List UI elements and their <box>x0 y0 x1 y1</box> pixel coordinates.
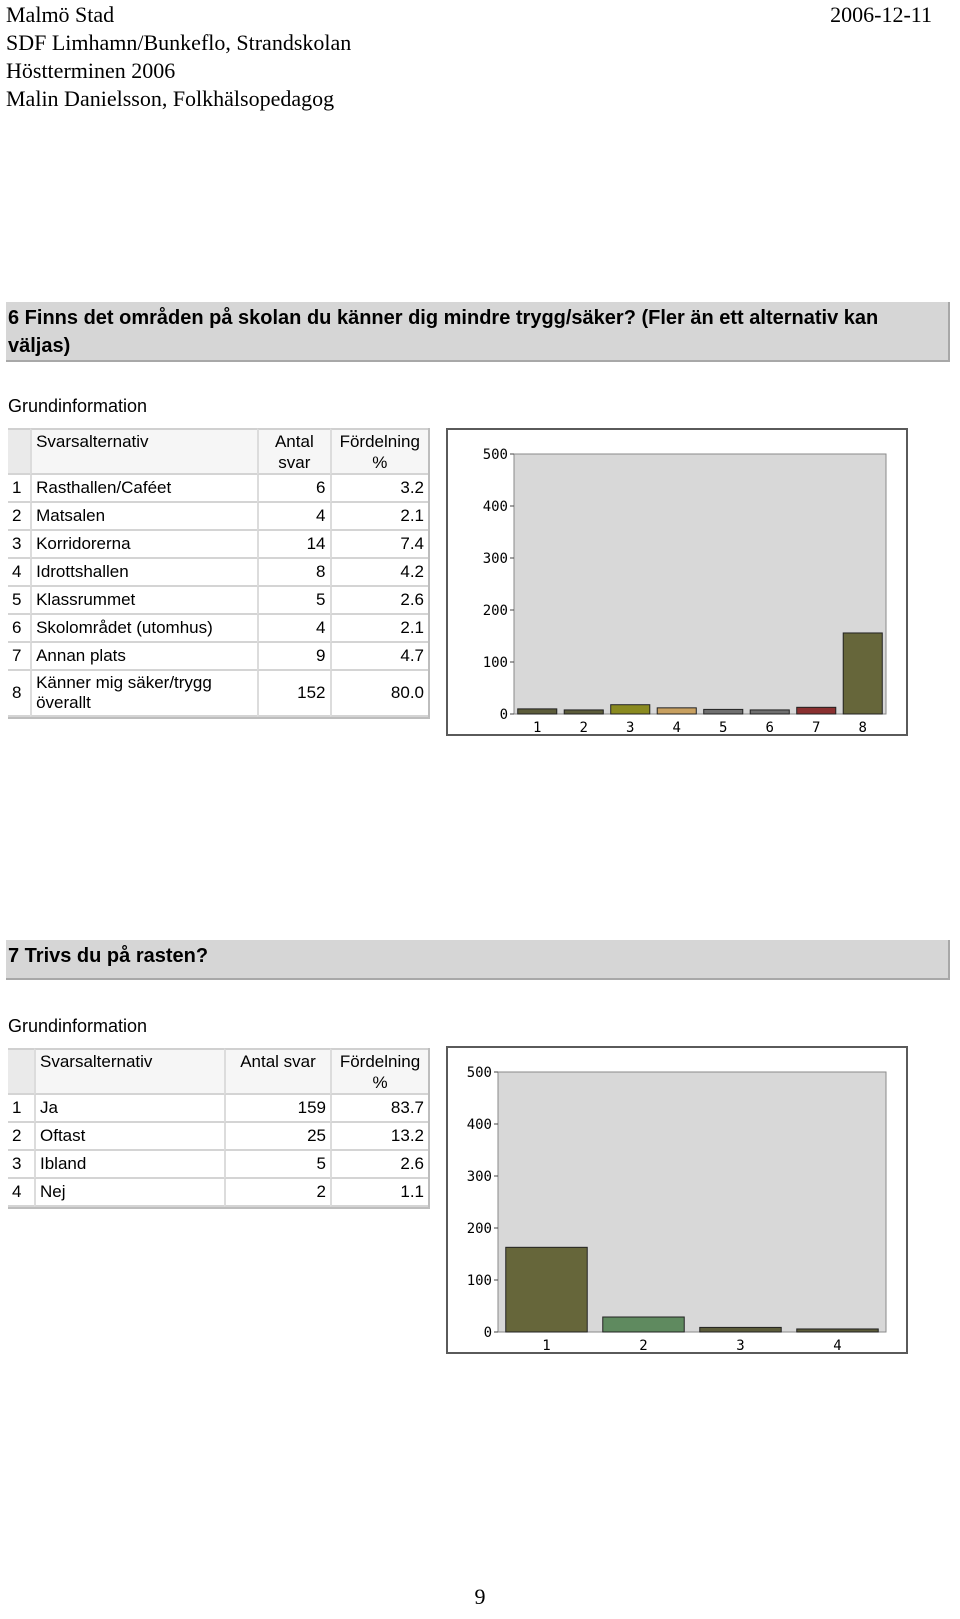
question-7-title: 7 Trivs du på rasten? <box>6 940 950 980</box>
table-row: 2 Matsalen 4 2.1 <box>8 503 428 531</box>
page-number: 9 <box>474 1584 486 1609</box>
y-tick-label: 300 <box>482 551 508 567</box>
bar-chart-q7 <box>446 1046 908 1354</box>
y-tick-label: 100 <box>466 1273 492 1289</box>
table-row: 4 Idrottshallen 8 4.2 <box>8 559 428 587</box>
header-author: Malin Danielsson, Folkhälsopedagog <box>6 86 335 111</box>
bar-chart-q6-svg <box>448 430 906 734</box>
bar <box>611 705 650 714</box>
header-date: 2006-12-11 <box>830 2 932 27</box>
results-table-q6 <box>8 428 430 719</box>
section-label-q7: Grundinformation <box>8 1016 148 1036</box>
x-tick-label: 6 <box>765 720 774 734</box>
bar <box>704 709 743 714</box>
bar <box>506 1247 587 1332</box>
table-header-row <box>8 1048 428 1095</box>
bar <box>518 709 557 714</box>
column-header-option: Svarsalternativ <box>30 428 257 475</box>
column-header-pct: Fördelning % <box>330 428 428 475</box>
index-header <box>8 1048 34 1095</box>
x-tick-label: 1 <box>533 720 542 734</box>
bar <box>750 710 789 714</box>
bar <box>603 1317 684 1332</box>
table-row: 1 Ja 159 83.7 <box>8 1095 428 1123</box>
table-row: 5 Klassrummet 5 2.6 <box>8 587 428 615</box>
table-header-row <box>8 428 428 475</box>
x-tick-label: 8 <box>858 720 867 734</box>
bar <box>797 707 836 714</box>
table-row: 4 Nej 2 1.1 <box>8 1179 428 1207</box>
bar <box>843 633 882 714</box>
x-tick-label: 1 <box>542 1338 551 1352</box>
column-header-pct: Fördelning % <box>330 1048 428 1095</box>
y-tick-label: 500 <box>482 447 508 463</box>
x-tick-label: 2 <box>579 720 588 734</box>
x-tick-label: 7 <box>812 720 821 734</box>
bar-chart-q7-svg <box>448 1048 906 1352</box>
column-header-count: Antal svar <box>257 428 329 475</box>
bar <box>700 1327 781 1332</box>
table-row: 1 Rasthallen/Caféet 6 3.2 <box>8 475 428 503</box>
y-tick-label: 0 <box>499 707 508 723</box>
bar-chart-q6 <box>446 428 908 736</box>
y-tick-label: 0 <box>483 1325 492 1341</box>
x-tick-label: 4 <box>833 1338 842 1352</box>
results-table-q7 <box>8 1048 430 1209</box>
index-header <box>8 428 30 475</box>
x-tick-label: 2 <box>639 1338 648 1352</box>
table-row: 3 Korridorerna 14 7.4 <box>8 531 428 559</box>
table-row: 3 Ibland 5 2.6 <box>8 1151 428 1179</box>
table-row: 6 Skolområdet (utomhus) 4 2.1 <box>8 615 428 643</box>
y-tick-label: 200 <box>466 1221 492 1237</box>
header-unit: SDF Limhamn/Bunkeflo, Strandskolan <box>6 30 352 55</box>
section-label-q6: Grundinformation <box>8 396 148 416</box>
table-row: 8 Känner mig säker/trygg överallt 152 80.0 <box>8 671 428 717</box>
y-tick-label: 400 <box>466 1117 492 1133</box>
x-tick-label: 3 <box>736 1338 745 1352</box>
x-tick-label: 5 <box>719 720 728 734</box>
column-header-option: Svarsalternativ <box>34 1048 224 1095</box>
bar <box>564 710 603 714</box>
header-term: Höstterminen 2006 <box>6 58 176 83</box>
y-tick-label: 100 <box>482 655 508 671</box>
table-row: 7 Annan plats 9 4.7 <box>8 643 428 671</box>
y-tick-label: 200 <box>482 603 508 619</box>
x-tick-label: 3 <box>626 720 635 734</box>
plot-area <box>514 454 886 714</box>
bar <box>797 1329 878 1332</box>
header-org: Malmö Stad <box>6 2 115 27</box>
table-row: 2 Oftast 25 13.2 <box>8 1123 428 1151</box>
question-6-title: 6 Finns det områden på skolan du känner dig mindre trygg/säker? (Fler än ett alternativ kan väljas) <box>6 302 950 362</box>
y-tick-label: 500 <box>466 1065 492 1081</box>
column-header-count: Antal svar <box>224 1048 330 1095</box>
x-tick-label: 4 <box>672 720 681 734</box>
bar <box>657 708 696 714</box>
y-tick-label: 400 <box>482 499 508 515</box>
y-tick-label: 300 <box>466 1169 492 1185</box>
